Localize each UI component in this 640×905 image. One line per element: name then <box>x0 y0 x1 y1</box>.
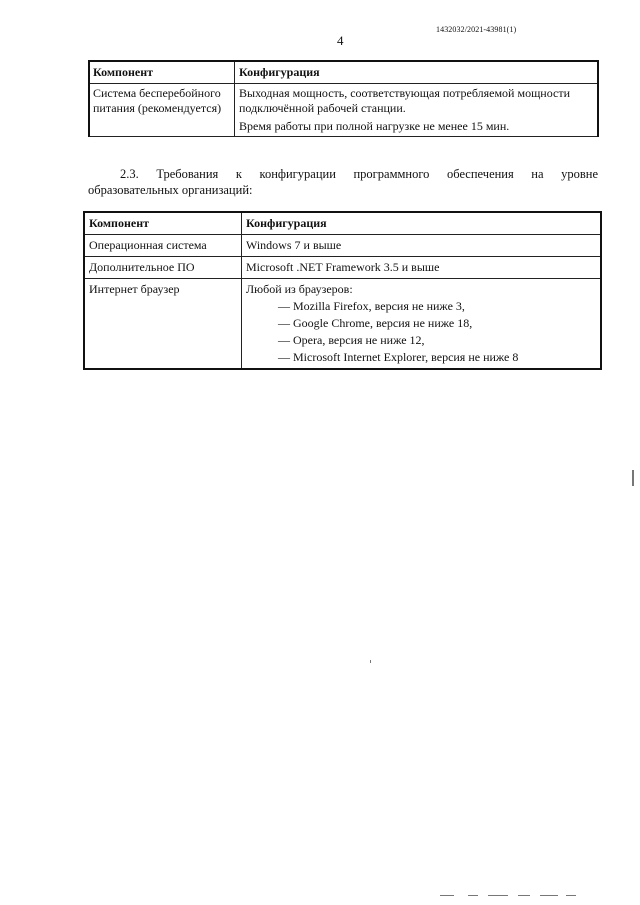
table-row <box>84 279 601 370</box>
section-text-line-2: образовательных организаций: <box>88 183 253 197</box>
browser-item-chrome: — Google Chrome, версия не ниже 18, <box>278 316 473 330</box>
scan-speck <box>370 660 371 663</box>
column-header-component: Компонент <box>89 61 235 84</box>
paragraph-line-1 <box>88 166 598 182</box>
config-runtime: Время работы при полной нагрузке не менее 15 мин. <box>239 119 510 133</box>
scan-speck <box>540 895 558 896</box>
cell-component-extra-software: Дополнительное ПО <box>84 257 242 279</box>
hardware-config-table <box>88 60 599 137</box>
cell-config-extra-software: Microsoft .NET Framework 3.5 и выше <box>242 257 602 279</box>
table-header-row <box>89 61 598 84</box>
table-row <box>89 84 598 137</box>
table-row <box>84 257 601 279</box>
cell-component-browser: Интернет браузер <box>84 279 242 370</box>
browser-item-firefox: — Mozilla Firefox, версия не ниже 3, <box>278 299 465 313</box>
column-header-configuration: Конфигурация <box>235 61 599 84</box>
scan-speck <box>518 895 530 896</box>
scan-speck <box>632 470 634 486</box>
column-header-configuration: Конфигурация <box>242 212 602 235</box>
software-config-table <box>83 211 602 370</box>
section-text-line-1: Требования к конфигурации программного обеспечения на уровне <box>156 167 599 181</box>
config-output-power: Выходная мощность, соответствующая потребляемой мощности подключённой рабочей станции. <box>239 86 571 115</box>
browser-item-opera: — Opera, версия не ниже 12, <box>278 333 425 347</box>
cell-component-ups: Система бесперебойного питания (рекомендуется) <box>89 84 235 137</box>
browser-item-ie: — Microsoft Internet Explorer, версия не ниже 8 <box>278 350 519 364</box>
browser-intro: Любой из браузеров: <box>246 282 353 296</box>
scan-speck <box>440 895 454 896</box>
column-header-component: Компонент <box>84 212 242 235</box>
cell-component-os: Операционная система <box>84 235 242 257</box>
table-row <box>84 235 601 257</box>
scan-speck <box>488 895 508 896</box>
page-number: 4 <box>337 33 344 48</box>
table-header-row <box>84 212 601 235</box>
cell-config-os: Windows 7 и выше <box>242 235 602 257</box>
cell-config-browser <box>242 279 602 370</box>
section-paragraph <box>88 166 598 198</box>
scan-speck <box>566 895 576 896</box>
section-number: 2.3. <box>120 167 139 181</box>
scan-speck <box>468 895 478 896</box>
document-number: 1432032/2021-43981(1) <box>436 25 517 34</box>
cell-config-ups <box>235 84 599 137</box>
